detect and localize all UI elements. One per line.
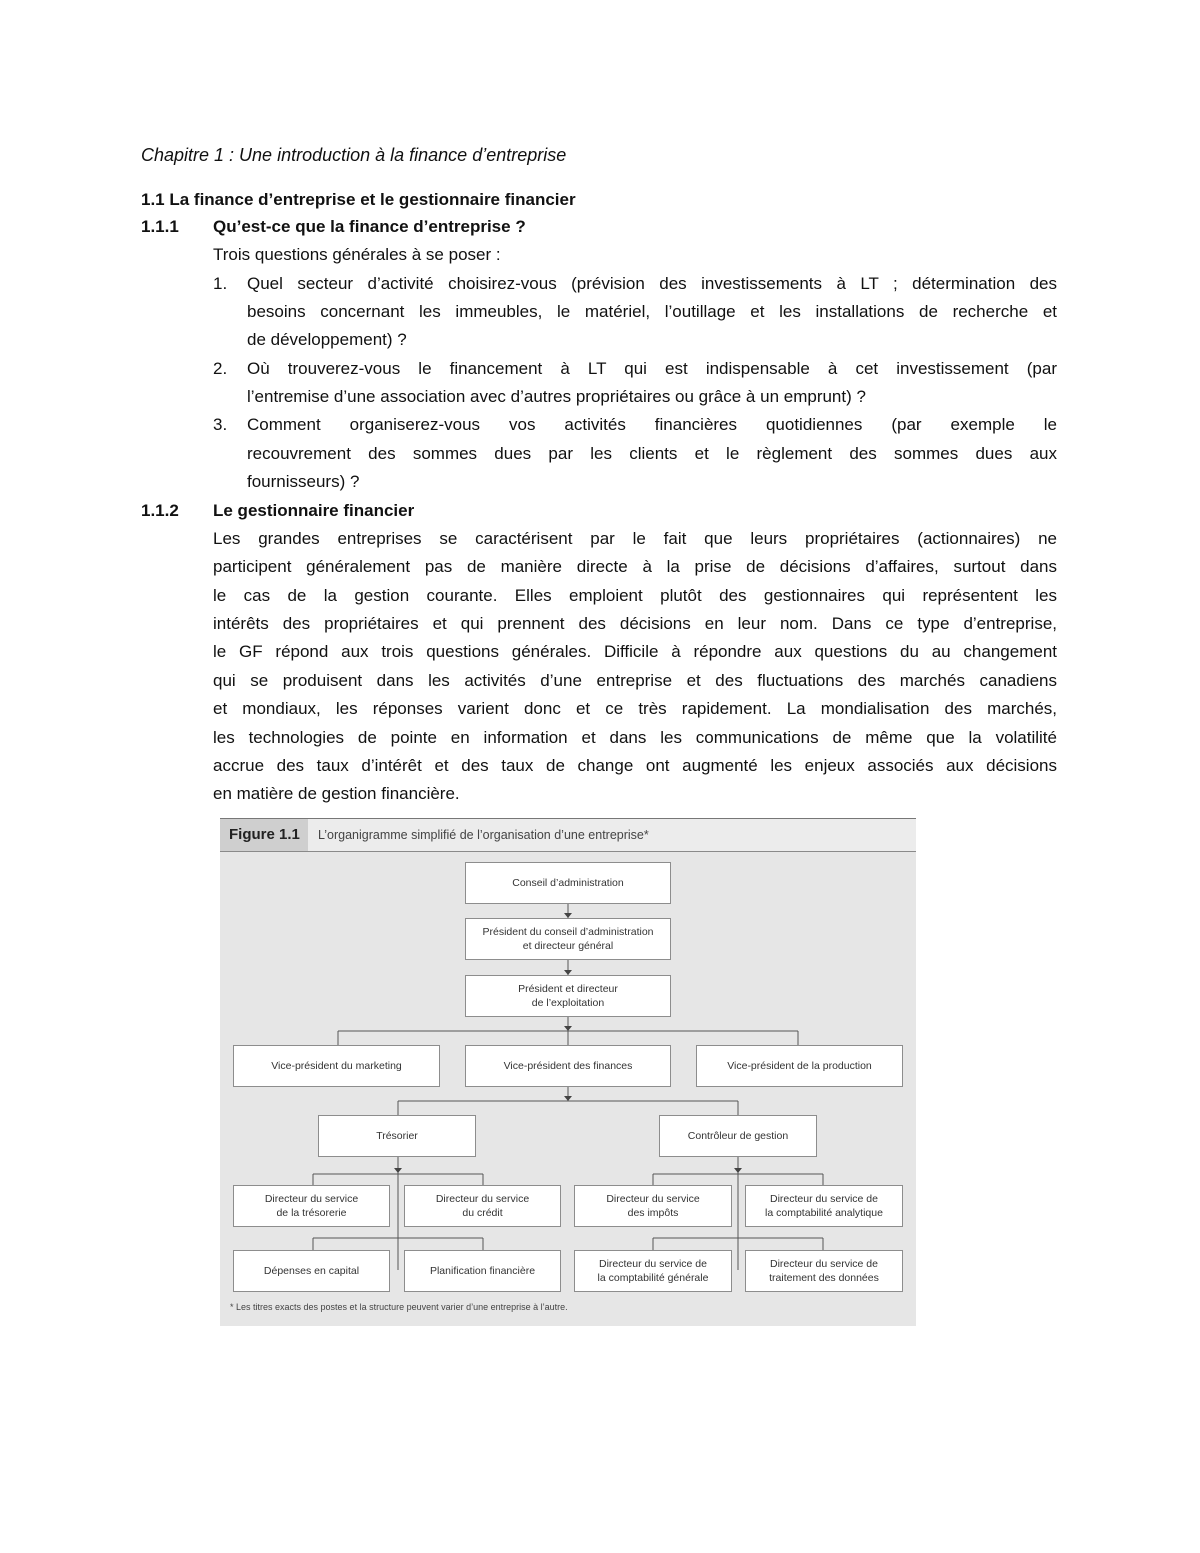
org-box-dir-traitement: Directeur du service de traitement des données <box>745 1250 903 1292</box>
section-title: 1.1 La finance d’entreprise et le gestionnaire financier <box>141 190 576 209</box>
chapter-title: Chapitre 1 : Une introduction à la finance d’entreprise <box>141 145 567 165</box>
list-item-line: Où trouverez-vous le financement à LT qui est indispensable à cet investissement (par <box>247 359 1057 378</box>
list-item-line: besoins concernant les immeubles, le matériel, l’outillage et les installations de recherche et <box>247 302 1057 321</box>
org-box-dir-impots: Directeur du service des impôts <box>574 1185 732 1227</box>
list-item-line: recouvrement des sommes dues par les clients et le règlement des sommes dues aux <box>247 444 1057 463</box>
paragraph-line: Les grandes entreprises se caractérisent par le fait que leurs propriétaires (actionnaires) ne <box>213 529 1057 548</box>
paragraph-line: le cas de la gestion courante. Elles emploient plutôt des gestionnaires qui représentent les <box>213 586 1057 605</box>
org-box-controleur: Contrôleur de gestion <box>659 1115 817 1157</box>
subsection-number-2: 1.1.2 <box>141 501 179 520</box>
list-item-line: fournisseurs) ? <box>247 472 360 491</box>
org-box-dir-credit: Directeur du service du crédit <box>404 1185 561 1227</box>
list-item-line: Comment organiserez-vous vos activités financières quotidiennes (par exemple le <box>247 415 1057 434</box>
org-box-planification: Planification financière <box>404 1250 561 1292</box>
subsection-intro: Trois questions générales à se poser : <box>213 245 501 264</box>
org-box-dir-compta-generale: Directeur du service de la comptabilité générale <box>574 1250 732 1292</box>
paragraph-line: les technologies de pointe en information et dans les communications de même que la volatilité <box>213 728 1057 747</box>
paragraph-line: le GF répond aux trois questions générales. Difficile à répondre aux questions du au changement <box>213 642 1057 661</box>
figure-label: Figure 1.1 <box>220 819 308 851</box>
org-box-dir-tresorerie: Directeur du service de la trésorerie <box>233 1185 390 1227</box>
org-box-president-ca: Président du conseil d’administration et directeur général <box>465 918 671 960</box>
list-item-line: de développement) ? <box>247 330 407 349</box>
subsection-title-2: Le gestionnaire financier <box>213 501 415 520</box>
org-box-vp-finances: Vice-président des finances <box>465 1045 671 1087</box>
subsection-title-1: Qu’est-ce que la finance d’entreprise ? <box>213 217 526 236</box>
paragraph-line: et mondiaux, les réponses varient donc et ce très rapidement. La mondialisation des marchés, <box>213 699 1057 718</box>
org-box-vp-production: Vice-président de la production <box>696 1045 903 1087</box>
paragraph-line: participent généralement pas de manière directe à la prise de décisions d’affaires, surtout dans <box>213 557 1057 576</box>
figure-title: L’organigramme simplifié de l’organisation d’une entreprise* <box>318 828 649 842</box>
figure-footnote: * Les titres exacts des postes et la structure peuvent varier d’une entreprise à l’autre. <box>230 1302 568 1312</box>
paragraph-line: accrue des taux d’intérêt et des taux de change ont augmenté les enjeux associés aux décisions <box>213 756 1057 775</box>
subsection-number-1: 1.1.1 <box>141 217 179 236</box>
org-box-president-exploitation: Président et directeur de l’exploitation <box>465 975 671 1017</box>
list-number: 1. <box>213 274 228 293</box>
org-box-conseil: Conseil d’administration <box>465 862 671 904</box>
list-number: 2. <box>213 359 228 378</box>
list-item-line: Quel secteur d’activité choisirez-vous (prévision des investissements à LT ; détermination des <box>247 274 1057 293</box>
paragraph-line: en matière de gestion financière. <box>213 784 460 803</box>
org-box-dir-compta-analytique: Directeur du service de la comptabilité analytique <box>745 1185 903 1227</box>
list-number: 3. <box>213 415 228 434</box>
org-chart-figure <box>220 818 916 1326</box>
org-box-tresorier: Trésorier <box>318 1115 476 1157</box>
org-box-depenses-capital: Dépenses en capital <box>233 1250 390 1292</box>
list-item-line: l’entremise d’une association avec d’autres propriétaires ou grâce à un emprunt) ? <box>247 387 866 406</box>
paragraph-line: qui se produisent dans les activités d’une entreprise et des fluctuations des marchés canadiens <box>213 671 1057 690</box>
org-box-vp-marketing: Vice-président du marketing <box>233 1045 440 1087</box>
paragraph-line: intérêts des propriétaires et qui prennent des décisions en leur nom. Dans ce type d’entreprise, <box>213 614 1057 633</box>
